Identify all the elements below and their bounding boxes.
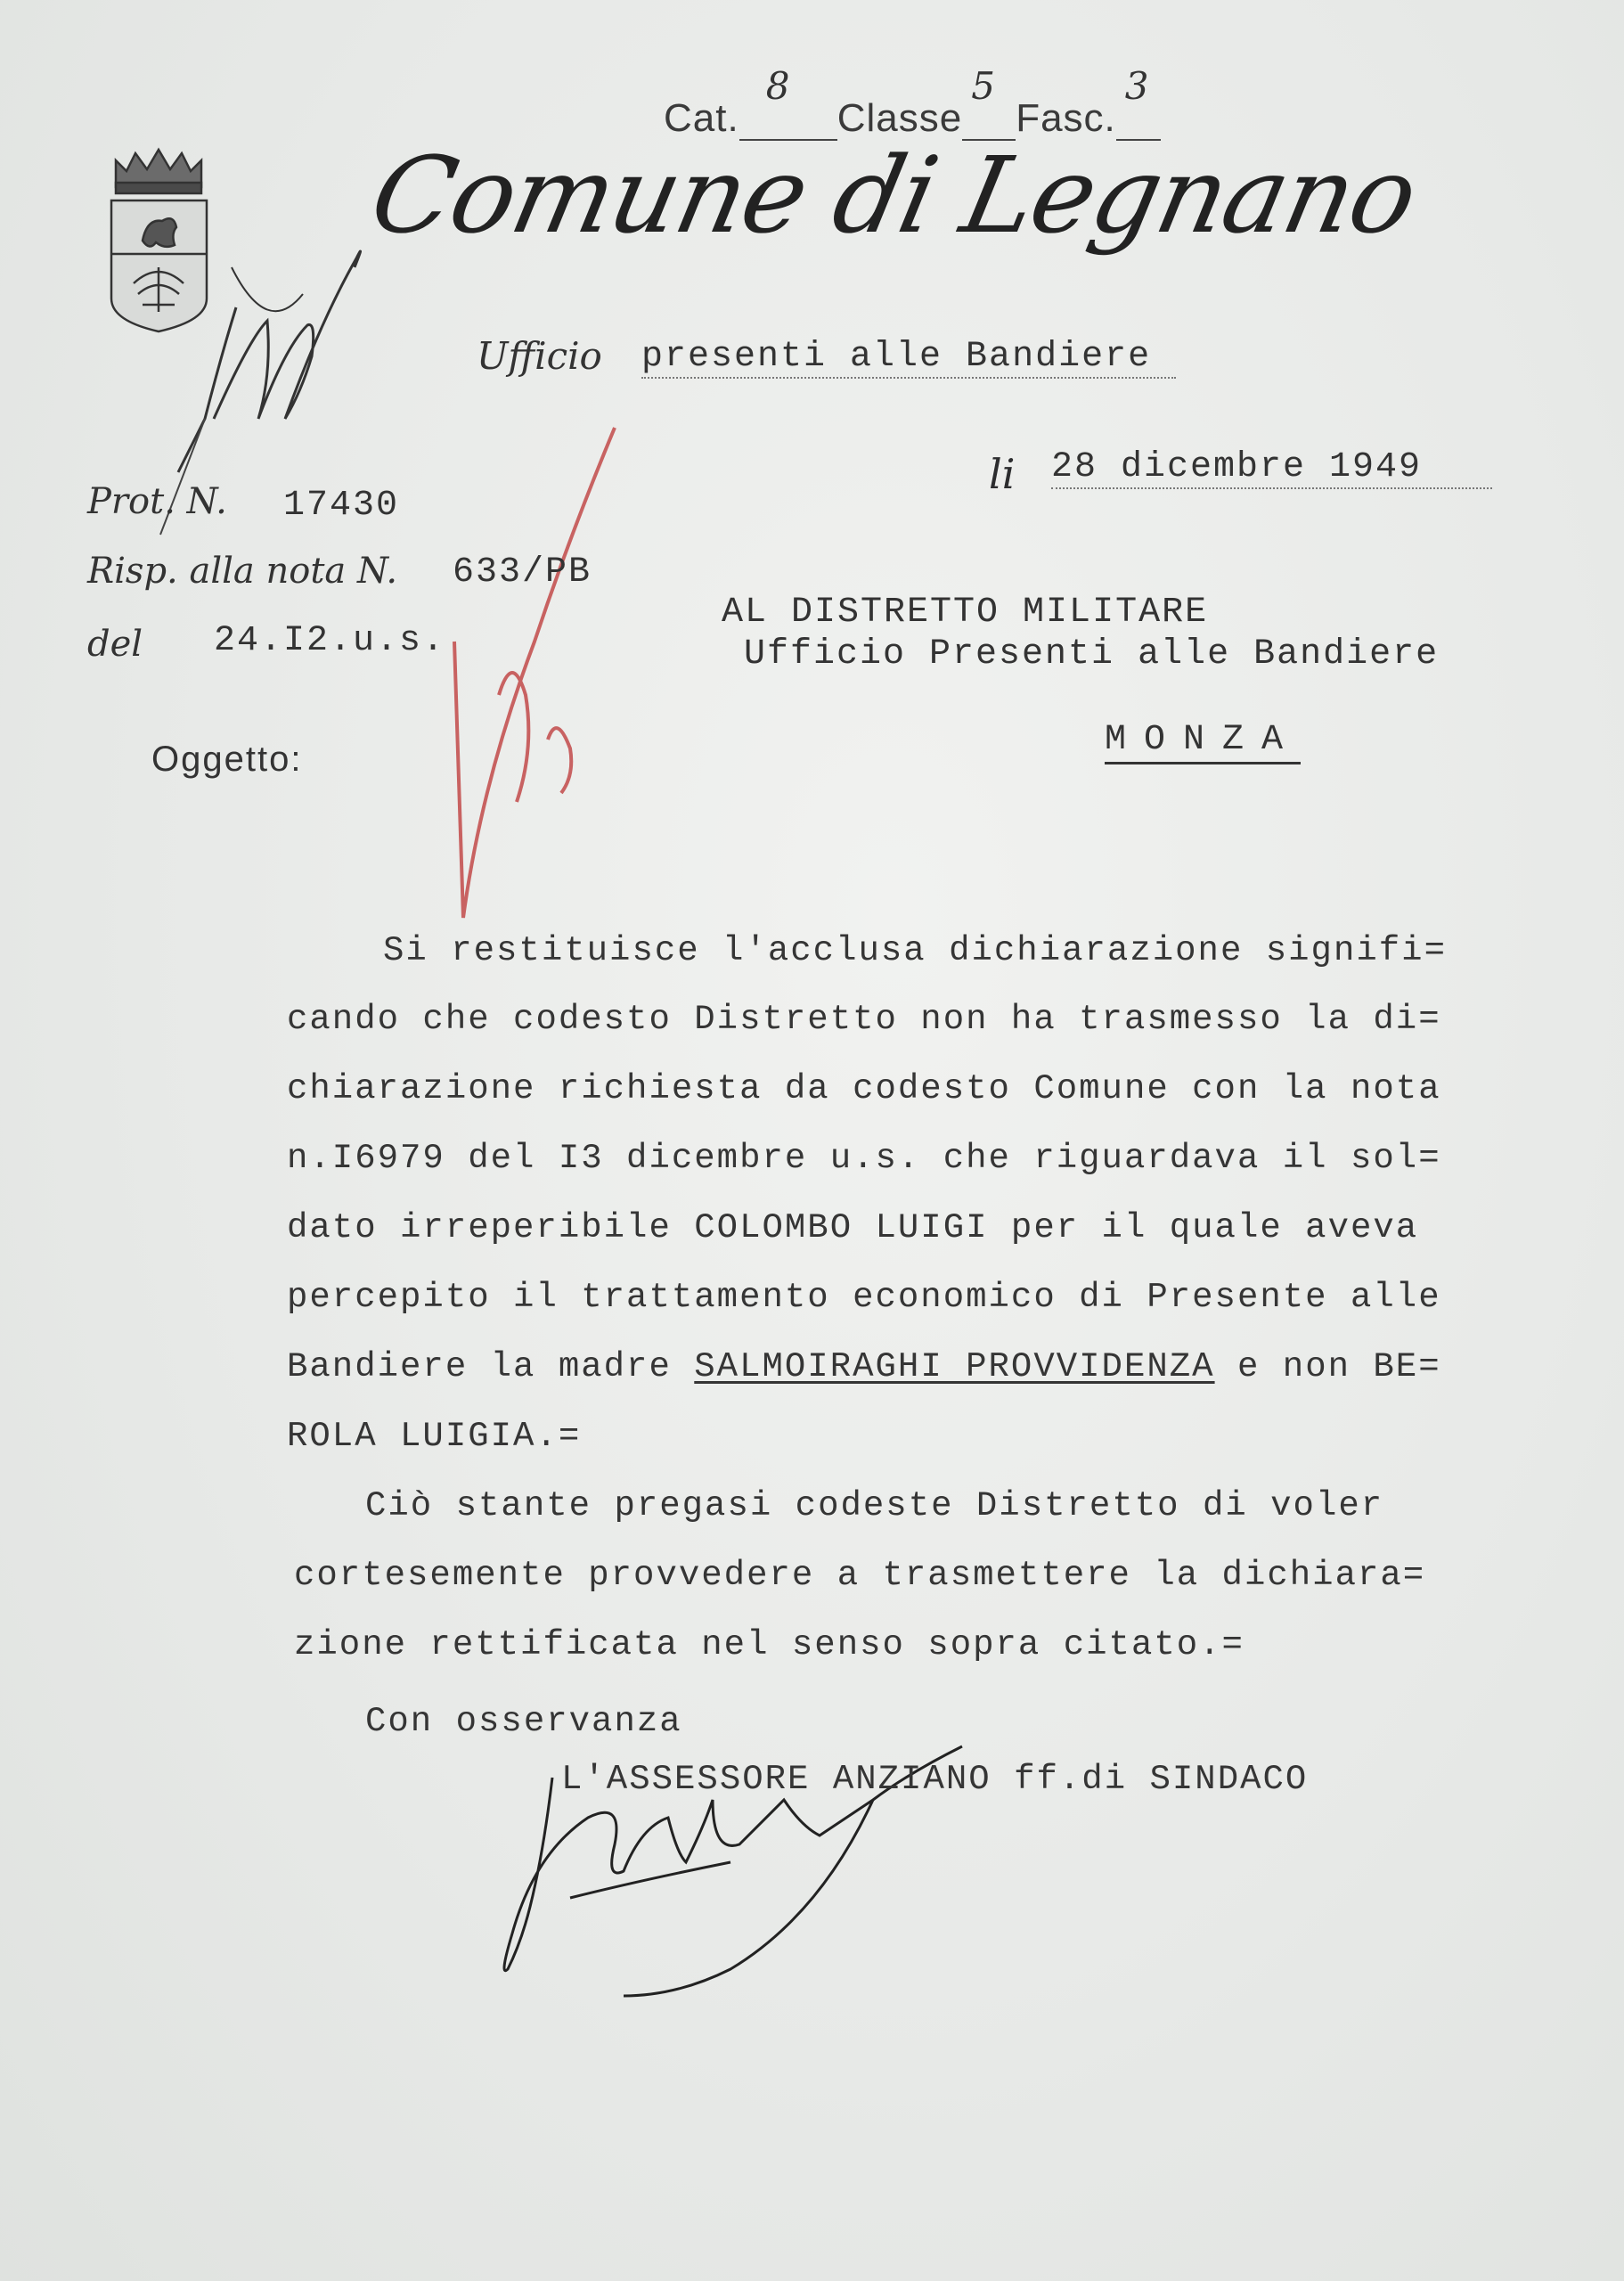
body-text: Bandiere la madre	[287, 1347, 695, 1386]
ufficio-value: presenti alle Bandiere	[641, 337, 1176, 379]
recipient-city: MONZA	[1105, 720, 1301, 764]
body-line: Si restituisce l'acclusa dichiarazione signifi=	[383, 931, 1447, 970]
body-line: cortesemente provvedere a trasmettere la dichiara=	[294, 1556, 1426, 1595]
oggetto-label: Oggetto:	[151, 740, 303, 779]
cat-label: Cat.	[664, 96, 739, 140]
classe-value: 5	[971, 64, 996, 108]
body-line: Ciò stante pregasi codeste Distretto di voler	[365, 1486, 1384, 1525]
body-line: dato irreperibile COLOMBO LUIGI per il quale aveva	[287, 1208, 1419, 1247]
fasc-value: 3	[1124, 64, 1150, 108]
body-line: zione rettificata nel senso sopra citato.=	[294, 1625, 1245, 1664]
body-text: e non BE=	[1214, 1347, 1441, 1386]
mother-name: SALMOIRAGHI PROVVIDENZA	[694, 1347, 1215, 1386]
risp-value: 633/PB	[453, 552, 592, 593]
body-line: n.I6979 del I3 dicembre u.s. che riguardava il sol=	[287, 1139, 1441, 1178]
page-title: Comune di Legnano	[361, 134, 1427, 257]
del-value: 24.I2.u.s.	[214, 621, 446, 661]
ufficio-label: Ufficio	[477, 334, 602, 378]
classe-label: Classe	[836, 96, 963, 140]
fasc-label: Fasc.	[1016, 96, 1116, 140]
prot-value: 17430	[283, 486, 400, 526]
signature-title: L'ASSESSORE ANZIANO ff.di SINDACO	[561, 1760, 1309, 1799]
prot-label: Prot. N.	[87, 481, 227, 522]
handwritten-stroke	[232, 267, 303, 311]
body-line: cando che codesto Distretto non ha trasmesso la di=	[287, 1000, 1441, 1039]
del-label: del	[87, 624, 143, 665]
body-line: chiarazione richiesta da codesto Comune con la nota	[287, 1069, 1441, 1108]
recipient-line-1: AL DISTRETTO MILITARE	[722, 593, 1209, 633]
cat-value: 8	[765, 64, 791, 108]
body-line: percepito il trattamento economico di Presente alle	[287, 1278, 1441, 1317]
body-line	[287, 1347, 1441, 1386]
body-line: ROLA LUIGIA.=	[287, 1417, 582, 1456]
date-prefix: li	[989, 450, 1016, 498]
risp-label: Risp. alla nota N.	[87, 551, 398, 592]
date-value: 28 dicembre 1949	[1051, 447, 1492, 489]
recipient-line-2: Ufficio Presenti alle Bandiere	[744, 634, 1440, 674]
municipal-crest-icon	[111, 150, 207, 331]
red-pencil-mark	[454, 428, 615, 918]
closing: Con osservanza	[365, 1702, 682, 1741]
